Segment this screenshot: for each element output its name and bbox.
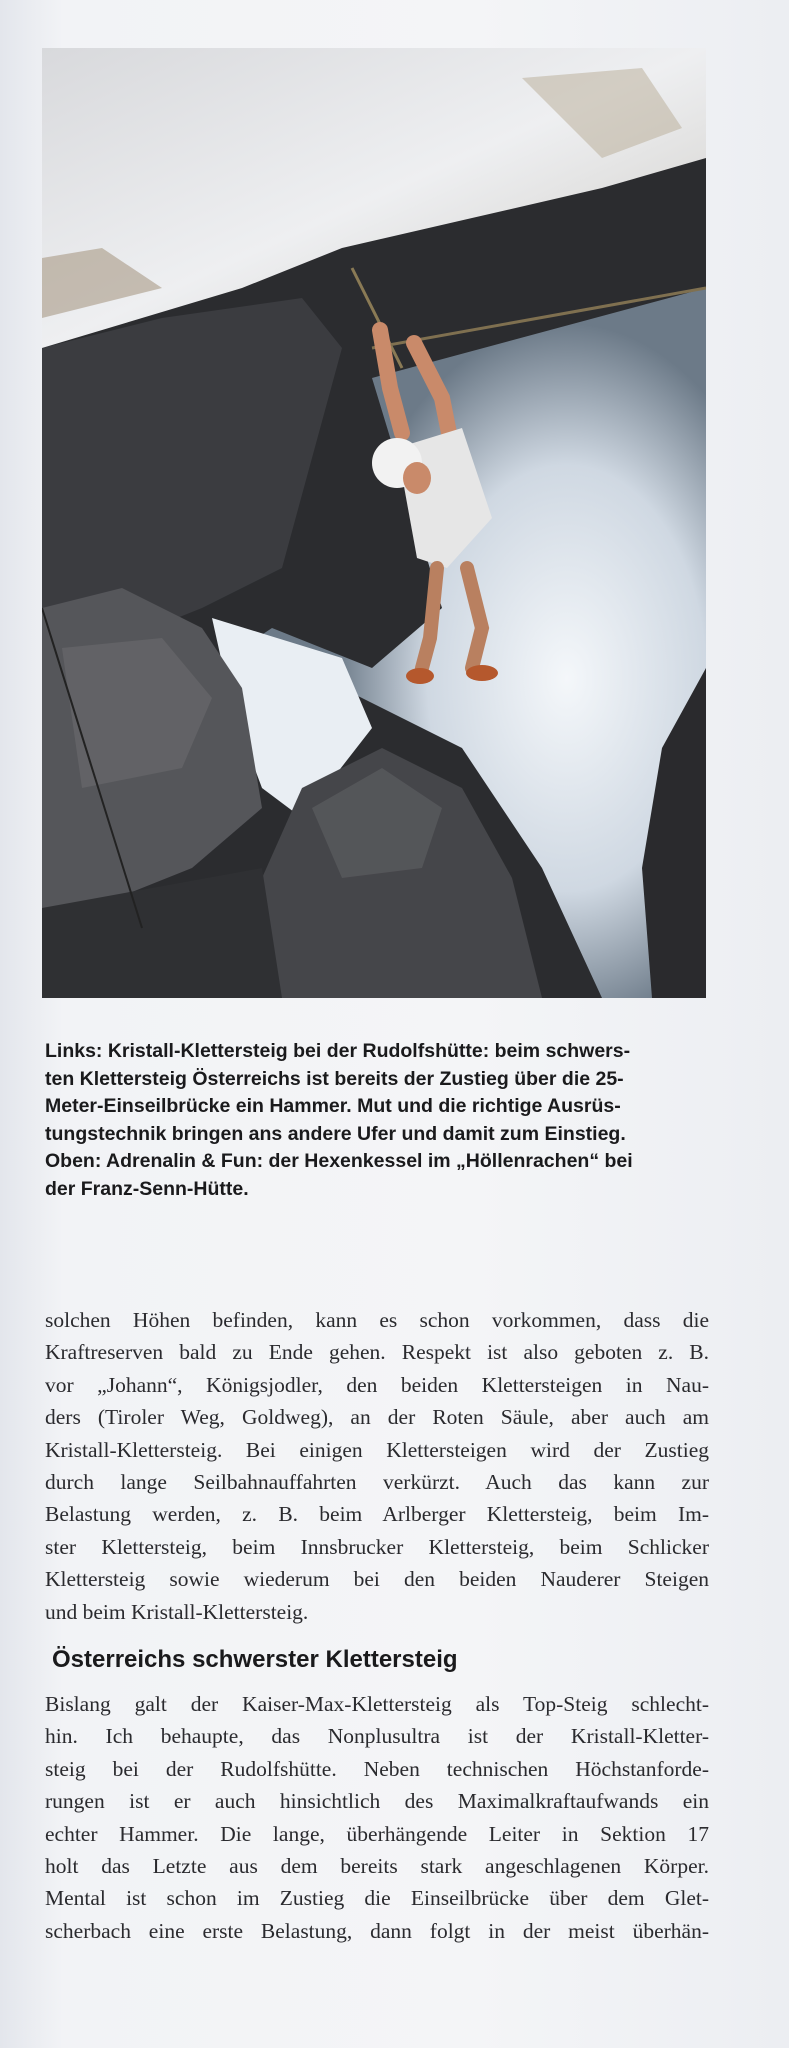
text-line: solchen Höhen befinden, kann es schon vorkommen, dass die [45,1308,709,1332]
text-line: Bislang galt der Kaiser-Max-Klettersteig als Top-Steig schlecht- [45,1692,709,1716]
body-paragraph-2 [45,1688,709,1947]
text-line: durch lange Seilbahnauffahrten verkürzt. Auch das kann zur [45,1470,709,1495]
text-line: echter Hammer. Die lange, überhängende Leiter in Sektion 17 [45,1821,709,1846]
photo-caption [45,1038,705,1203]
caption-line: der Franz-Senn-Hütte. [45,1177,249,1200]
body-paragraph-1 [45,1304,709,1628]
text-line: Kraftreserven bald zu Ende gehen. Respekt ist also geboten z. B. [45,1340,709,1365]
text-line: scherbach eine erste Belastung, dann folgt in der meist überhän- [45,1918,709,1943]
section-heading: Österreichs schwerster Klettersteig [52,1646,458,1673]
caption-line: Oben: Adrenalin & Fun: der Hexenkessel im „Höllenrachen“ bei [45,1150,633,1172]
text-line: Belastung werden, z. B. beim Arlberger Klettersteig, beim Im- [45,1502,709,1527]
climber-photo [42,48,706,998]
text-line: Mental ist schon im Zustieg die Einseilbrücke über dem Glet- [45,1886,709,1911]
text-line: Kristall-Klettersteig. Bei einigen Klettersteigen wird der Zustieg [45,1437,709,1462]
text-line: holt das Letzte aus dem bereits stark angeschlagenen Körper. [45,1854,709,1879]
text-line: und beim Kristall-Klettersteig. [45,1599,309,1624]
caption-line: ten Klettersteig Österreichs ist bereits der Zustieg über die 25- [45,1067,624,1090]
text-line: steig bei der Rudolfshütte. Neben technischen Höchstanforde- [45,1756,709,1781]
text-line: hin. Ich behaupte, das Nonplusultra ist der Kristall-Kletter- [45,1724,709,1749]
caption-line: Meter-Einseilbrücke ein Hammer. Mut und die richtige Ausrüs- [45,1095,621,1117]
text-line: vor „Johann“, Königsjodler, den beiden Klettersteigen in Nau- [45,1372,709,1397]
text-line: ster Klettersteig, beim Innsbrucker Klettersteig, beim Schlicker [45,1534,709,1559]
caption-line: tungstechnik bringen ans andere Ufer und damit zum Einstieg. [45,1122,626,1145]
text-line: rungen ist er auch hinsichtlich des Maximalkraftaufwands ein [45,1789,709,1814]
caption-line: Links: Kristall-Klettersteig bei der Rudolfshütte: beim schwers- [45,1040,631,1062]
text-line: ders (Tiroler Weg, Goldweg), an der Roten Säule, aber auch am [45,1405,709,1430]
text-line: Klettersteig sowie wiederum bei den beiden Nauderer Steigen [45,1567,709,1592]
